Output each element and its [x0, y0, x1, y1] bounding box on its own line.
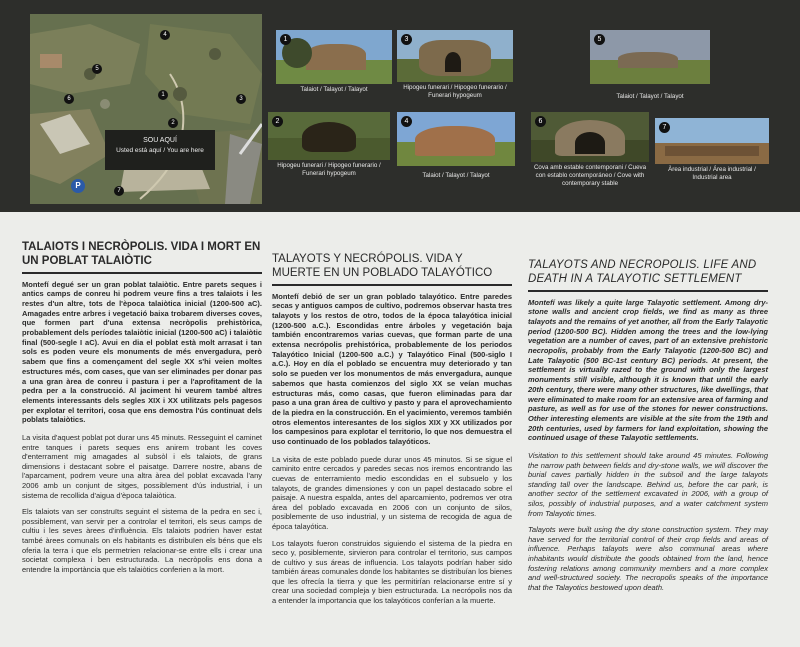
photo-caption: Àrea industrial / Área industrial / Industrial area [668, 166, 756, 181]
map-terrain [30, 14, 262, 204]
photo-number: 1 [280, 34, 291, 45]
map-pin-2: 2 [168, 118, 178, 128]
catalan-title: TALAIOTS I NECRÒPOLIS. VIDA I MORT EN UN POBLAT TALAIÒTIC [22, 241, 261, 267]
english-title: TALAYOTS AND NECROPOLIS. LIFE AND DEATH IN A TALAYOTIC SETTLEMENT [528, 259, 757, 285]
photo-caption: Cova amb estable contemporani / Cueva con establo contemporáneo / Cove with contemporary stable [533, 164, 647, 187]
photo-cave-6 [531, 112, 649, 162]
you-are-here-label [105, 130, 215, 170]
catalan-paragraph-2: Els talaiots van ser construïts seguint el sistema de la pedra en sec i, possiblement, van servir per a controlar el territori, els seus camps de cultiu i les seves àrees d'influència. Els talaiots podrien haver estat també àrees comunals on els habitants es distribuïen els béns que els oferia la terra i que els permetrien relacionar-se entre ells i crear una societat complexa i ben estructurada. La necròpolis ens dona a entendre la importància que els talaiòtics conferien a la mort. [22, 507, 262, 574]
english-paragraph-1: Visitation to this settlement should take around 45 minutes. Following the narrow path between fields and dry-stone walls, we will discover the burial caves partially hidden in the subsoil and the large talayots standing tall over the landscape. Behind us, before the car park, is another sector of the settlement excavated in 2006, with a group of silos, possibly of industrial purposes, and a water catchment system from Talayotic times. [528, 451, 768, 518]
site-map [30, 14, 262, 204]
english-paragraph-2: Talayots were built using the dry stone construction system. They may have served for the territorial control of their crop fields and areas of influence. Perhaps talayots were also communal areas where inhabitants would distribute the goods obtained from the land, hence fostering relations among community members and a more complex and well-structured society. The necropolis speaks of the importance that the Talayotics bestowed upon death. [528, 525, 768, 592]
english-intro: Montefí was likely a quite large Talayotic settlement. Among dry-stone walls and ancient crop fields, we find as many as three talayots and the remains of yet another, all from the Early Talayotic period (1200-500 BC). Hidden among the trees and the low-lying vegetation are a number of caves, part of an extensive prehistoric necropolis, probably from the Early Talayotic (1200-500 BC) and Late Talayotic (500 BC-1st century BC) periods. At present, the settlement is virtually razed to the ground with only the largest monuments still visible, although it is known that until the early 20th century, there were many other structures, like dwellings, that were eliminated to make room for an extensive area of farming and pasture, as well as for use of the stones for newer constructions. Other interesting elements are visible at the site from the 19th and 20th centuries, used by farmers for land exploitation, showing the continued usage of these Talayotic settlements. [528, 297, 768, 443]
spanish-paragraph-2: Los talayots fueron construidos siguiendo el sistema de la piedra en seco y, posiblemente, sirvieron para controlar el territorio, sus campos de cultivo y sus áreas de influencia. Los talayots podrían haber sido también áreas comunales donde los habitantes se distribuían los bienes que les ofrecía la tierra y que les permitirían relacionarse entre sí y crear una sociedad compleja y bien estructurada. La necrópolis nos da a entender la importancia que los talayóticos conferían a la muerte. [272, 538, 512, 606]
english-column [528, 258, 768, 599]
image-band [0, 0, 800, 212]
divider [528, 290, 768, 292]
parking-icon: P [71, 179, 85, 193]
map-pin-6: 6 [64, 94, 74, 104]
map-pin-7: 7 [114, 186, 124, 196]
divider [272, 284, 512, 286]
photo-number: 5 [594, 34, 605, 45]
photo-number: 6 [535, 116, 546, 127]
spanish-title: TALAYOTS Y NECRÓPOLIS. VIDA Y MUERTE EN UN POBLADO TALAYÓTICO [272, 253, 493, 279]
photo-talaiot-4 [397, 112, 515, 166]
catalan-paragraph-1: La visita d'aquest poblat pot durar uns 45 minuts. Resseguint el caminet entre tanques i parets seques ens anirem trobant les coves d'enterrament mig amagades al subsòl i els talaiots, de grans dimensions i destacant sobre el paisatge. Darrere nostre, abans de l'aparcament, podrem veure una altra àrea del poblat excavada l'any 2006 amb un conjunt de sitges, possiblement d'ús industrial, i un sistema de recollida d'aigua d'època talaiòtica. [22, 433, 262, 500]
photo-hypogeum-2 [268, 112, 390, 160]
map-pin-5: 5 [92, 64, 102, 74]
spanish-intro: Montefí debió de ser un gran poblado talayótico. Entre paredes secas y antiguos campos de cultivo, podremos observar hasta tres talayots y los restos de otro, todos de la época talayótica inicial (1200-500 a.C.). Escondidas entre árboles y vegetación baja también encontraremos varias cuevas, que forman parte de una extensa necrópolis prehistórica, probablemente de los periodos Talayótico Inicial (1200-500 a.C.) y Talayótico Final (500-siglo I a.C.). Hoy en día el poblado se encuentra muy deteriorado y tan solo se pueden ver los monumentos de más envergadura, aunque sabemos que hasta comienzos del siglo XX se veían muchas estructuras más, como casas, que fueron eliminadas para dar paso a una gran área de cultivo y pasto y para el aprovechamiento de la piedra en la construcción. En el yacimiento, veremos también otros elementos interesantes de los siglos XIX y XX utilizados por los campesinos para explotar el territorio, lo que nos demuestra el uso continuado de los poblados talayóticos. [272, 291, 512, 447]
divider [22, 272, 262, 274]
photo-talaiot-5 [590, 30, 710, 84]
photo-caption: Talaiot / Talayot / Talayot [616, 93, 684, 100]
spanish-paragraph-1: La visita de este poblado puede durar unos 45 minutos. Si se sigue el caminito entre cercados y paredes secas nos iremos encontrando las cuevas de enterramiento medio escondidas en el subsuelo y los talayots, de grandes dimensiones y con un papel destacado sobre el paisaje. A nuestra espalda, antes del aparcamiento, podremos ver otra área del poblado excavada en 2006 con un conjunto de silos, posiblemente de uso industrial, y un sistema de recogida de agua de época talayótica. [272, 454, 512, 531]
catalan-column [22, 240, 262, 581]
map-pin-3: 3 [236, 94, 246, 104]
photo-caption: Hipogeu funerari / Hipogeo funerario / Funerari hypogeum [403, 84, 507, 99]
spanish-column [272, 252, 512, 613]
photo-caption: Talaiot / Talayot / Talayot [422, 172, 490, 179]
photo-talaiot-1 [276, 30, 392, 84]
photo-number: 2 [272, 116, 283, 127]
photo-caption: Hipogeu funerari / Hipogeo funerario / Funerari hypogeum [277, 162, 381, 177]
photo-caption: Talaiot / Talayot / Talayot [300, 86, 368, 93]
here-title: SOU AQUÍ [143, 137, 177, 144]
photo-hypogeum-3 [397, 30, 513, 82]
photo-number: 3 [401, 34, 412, 45]
photo-number: 7 [659, 122, 670, 133]
map-pin-4: 4 [160, 30, 170, 40]
here-subtitle: Usted está aquí / You are here [116, 147, 204, 154]
catalan-intro: Montefí degué ser un gran poblat talaiòtic. Entre parets seques i antics camps de conreu hi podrem veure fins a tres talaiots i les restes d'un altre, tots de l'època talaiòtica inicial (1200-500 aC). Amagades entre arbres i vegetació baixa trobarem diverses coves, que formen part d'una extensa necròpolis prehistòrica, probablement dels períodes talaiòtic inicial (1200-500 aC) i talaiòtic final (500-segle I aC). Avui en dia el poblat està molt arrasat i tan sols es poden veure els monuments de més envergadura, però sabem que fins a començament del segle XX s'hi veien moltes estructures més, com cases, que van ser eliminades per donar pas a una gran àrea de conreu i pastura i per a l'aprofitament de la pedra per a la construcció. Al jaciment hi veurem també altres elements interessants dels segles XIX i XX utilitzats pels pagesos per explotar el territori, cosa que ens demostra l'ús continuat dels poblats talaiòtics. [22, 279, 262, 425]
photo-industrial-7 [655, 118, 769, 164]
map-pin-1: 1 [158, 90, 168, 100]
photo-number: 4 [401, 116, 412, 127]
